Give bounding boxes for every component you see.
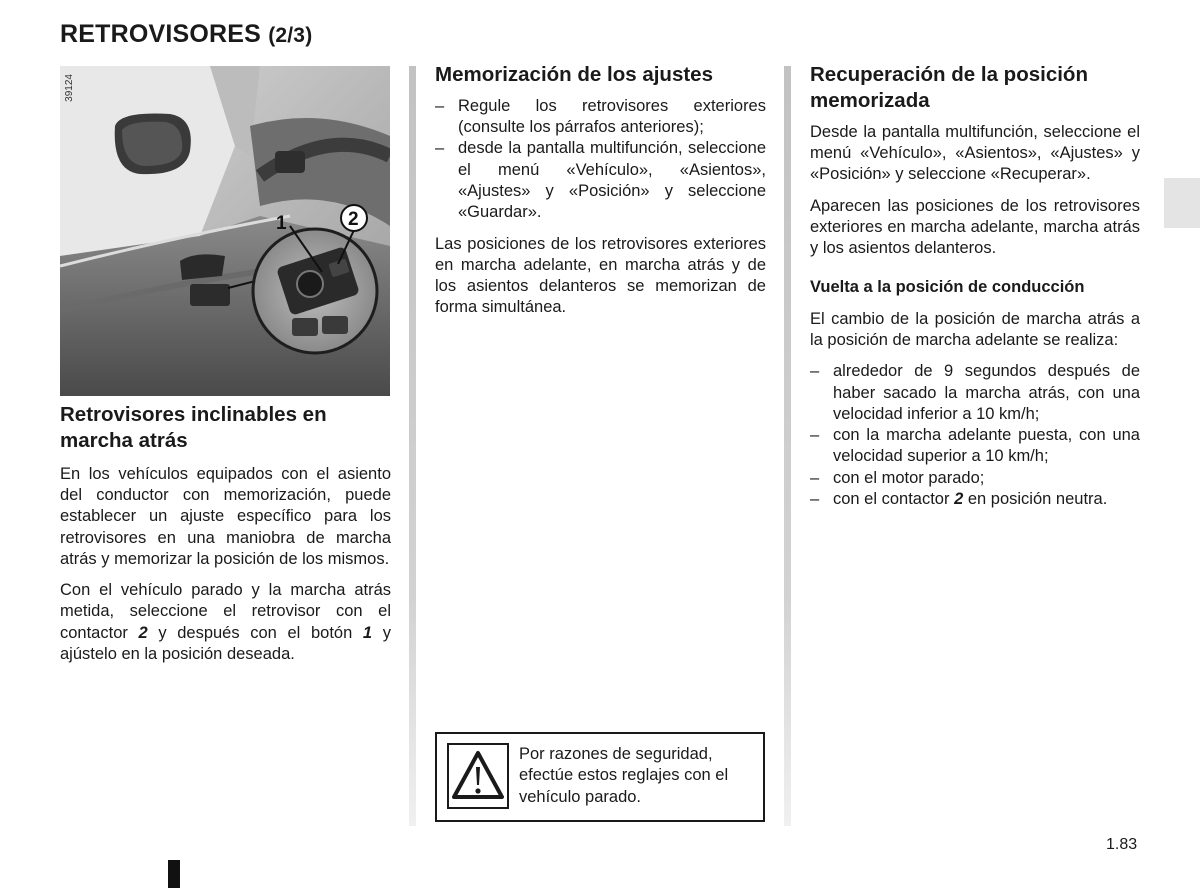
list-item-text: con la marcha adelante puesta, con una velocidad superior a 10 km/h; [833,426,1140,466]
page-number: 1.83 [1106,836,1138,853]
dash-bullet: – [810,468,820,487]
section-heading-recall: Recuperación de la posición memorizada [810,63,1088,112]
figure-code: 39124 [64,74,75,102]
section-heading-memorization: Memorización de los ajustes [435,63,713,86]
door-panel-drawing [60,66,390,396]
paragraph: Desde la pantalla multifunción, seleccione el menú «Vehículo», «Asientos», «Ajustes» y «Posición» y seleccione «Recuperar». [810,122,1140,184]
text-run: y después con el botón [147,623,363,642]
dash-bullet: – [810,362,820,381]
paragraph: Las posiciones de los retrovisores exteriores en marcha adelante, en marcha atrás y de los asientos delanteros se memorizan de forma simultánea. [435,234,766,317]
page-title-part: (2/3) [268,24,313,47]
list-item [810,468,1140,489]
column-divider-right [784,66,791,826]
column-right [810,62,1140,510]
callout-1-label: 1 [276,213,287,234]
list-item [810,489,1140,510]
column-divider-left [409,66,416,826]
dash-bullet: – [810,490,820,509]
callout-2-label: 2 [348,209,359,230]
paragraph [60,580,391,665]
ref-button-1: 1 [362,623,373,642]
subheading-return-driving-position: Vuelta a la posición de conducción [810,278,1085,297]
paragraph: Aparecen las posiciones de los retrovisores exteriores en marcha adelante, marcha atrás y los asientos delanteros. [810,196,1140,258]
crop-mark [168,860,180,888]
text-run: y ajústelo en la posición deseada. [60,623,391,663]
steps-list [435,96,766,224]
column-middle [435,62,766,319]
list-item-text: Regule los retrovisores exteriores (consulte los párrafos anteriores); [458,96,766,137]
list-item [435,96,766,139]
conditions-list [810,361,1140,510]
list-item-text: con el contactor [833,490,955,509]
list-item-text: alrededor de 9 segundos después de haber sacado la marcha atrás, con una velocidad inferior a 10 km/h; [833,362,1140,423]
list-item-text: con el motor parado; [833,468,985,487]
dash-bullet: – [435,139,445,158]
safety-warning-box [435,732,765,822]
ref-switch-2: 2 [954,490,964,509]
ref-switch-2: 2 [138,623,148,642]
list-item-text: en posición neutra. [963,490,1108,509]
dash-bullet: – [810,426,820,445]
list-item [435,138,766,223]
list-item [810,361,1140,425]
paragraph: El cambio de la posición de marcha atrás a la posición de marcha adelante se realiza: [810,309,1140,350]
column-left [60,402,391,665]
dash-bullet: – [435,96,445,115]
section-heading-tilting-mirrors: Retrovisores inclinables en marcha atrás [60,403,327,452]
page-title-main: RETROVISORES [60,20,262,48]
list-item-text: desde la pantalla multifunción, seleccione el menú «Vehículo», «Asientos», «Ajustes» y «Posición» y seleccione «Guardar». [458,139,766,222]
warning-triangle-icon [447,743,509,809]
text-run: Con el vehículo parado y la marcha atrás metida, seleccione el retrovisor con el contactor [60,581,391,642]
warning-text: Por razones de seguridad, efectúe estos reglajes con el vehículo parado. [519,745,729,806]
page-title [60,20,312,49]
door-controls-illustration [60,66,390,396]
section-thumb-tab [1164,178,1200,228]
paragraph: En los vehículos equipados con el asiento del conductor con memorización, puede establecer un ajuste específico para los retrovisores en una maniobra de marcha atrás y memorizar la posición de los mismos. [60,464,391,568]
list-item [810,425,1140,468]
